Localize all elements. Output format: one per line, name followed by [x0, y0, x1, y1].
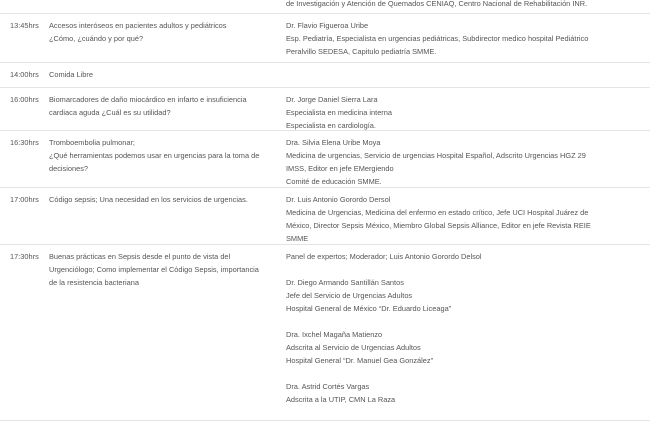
- session-topic-line: ¿Qué herramientas podemos usar en urgencias para la toma de: [49, 151, 260, 160]
- session-speaker-line: IMSS, Editor en jefe EMergiendo: [286, 164, 394, 173]
- session-speaker-line: Dra. Silvia Elena Uribe Moya: [286, 138, 381, 147]
- session-time-text: 17:30hrs: [10, 252, 39, 261]
- session-topic: [49, 136, 285, 175]
- schedule-row: [0, 14, 650, 63]
- session-speaker-line: Jefe del Servicio de Urgencias Adultos: [286, 291, 413, 300]
- session-speaker: [286, 136, 626, 188]
- session-speaker-line: Adscrita al Servicio de Urgencias Adultos: [286, 343, 421, 352]
- session-time: [10, 93, 48, 106]
- session-speaker-line: Dr. Flavio Figueroa Uribe: [286, 21, 369, 30]
- session-speaker: [286, 250, 626, 406]
- session-speaker-line: Medicina de Urgencias, Medicina del enfermo en estado crítico, Jefe UCI Hospital Juárez de: [286, 208, 589, 217]
- session-speaker-line: Esp. Pediatría, Especialista en urgencias pediátricas, Subdirector medico hospital Pediátrico: [286, 34, 589, 43]
- line-spacer: [286, 367, 626, 380]
- session-speaker-line: Medicina de urgencias, Servicio de urgencias Hospital Español, Adscrito Urgencias HGZ 29: [286, 151, 586, 160]
- session-speaker-line: Especialista en medicina interna: [286, 108, 392, 117]
- schedule-row: [0, 131, 650, 188]
- session-speaker-line: Comité de educación SMME.: [286, 177, 382, 186]
- session-speaker-line: Dr. Jorge Daniel Sierra Lara: [286, 95, 378, 104]
- session-speaker: [286, 19, 626, 58]
- schedule-row: [0, 88, 650, 131]
- session-topic-line: Urgenciólogo; Como implementar el Código Sepsis, importancia: [49, 265, 259, 274]
- line-spacer: [286, 315, 626, 328]
- session-topic-line: Biomarcadores de daño miocárdico en infarto e insuficiencia: [49, 95, 247, 104]
- session-time: [10, 19, 48, 32]
- session-time-text: 17:00hrs: [10, 195, 39, 204]
- session-topic: [49, 68, 285, 81]
- session-time-text: 14:00hrs: [10, 70, 39, 79]
- session-topic: [49, 93, 285, 119]
- session-speaker: [286, 93, 626, 132]
- session-speaker-line: SMME: [286, 234, 309, 243]
- session-speaker-line: Peralvillo SEDESA, Capitulo pediatría SMME.: [286, 47, 437, 56]
- session-speaker-line: Dra. Ixchel Magaña Matienzo: [286, 330, 383, 339]
- session-topic-line: ¿Cómo, ¿cuándo y por qué?: [49, 34, 144, 43]
- session-time: [10, 136, 48, 149]
- session-speaker-line: México, Director Sepsis México, Miembro Global Sepsis Alliance, Editor en jefe Revista REIE: [286, 221, 591, 230]
- session-topic-line: de la resistencia bacteriana: [49, 278, 139, 287]
- session-speaker-line: de Investigación y Atención de Quemados CENIAQ, Centro Nacional de Rehabilitación INR.: [286, 0, 588, 8]
- session-speaker-line: Adscrita a la UTIP, CMN La Raza: [286, 395, 396, 404]
- session-speaker: [286, 0, 626, 10]
- schedule-row: [0, 0, 650, 14]
- session-topic: [49, 250, 285, 289]
- session-topic: [49, 19, 285, 45]
- session-time: [10, 250, 48, 263]
- session-speaker-line: Hospital General de México “Dr. Eduardo Liceaga”: [286, 304, 452, 313]
- session-speaker-line: Dr. Diego Armando Santillán Santos: [286, 278, 404, 287]
- session-speaker-line: Especialista en cardiología.: [286, 121, 376, 130]
- session-topic-line: Código sepsis; Una necesidad en los servicios de urgencias.: [49, 195, 248, 204]
- session-topic-line: cardiaca aguda ¿Cuál es su utilidad?: [49, 108, 171, 117]
- session-topic: [49, 193, 285, 206]
- schedule-row: [0, 245, 650, 421]
- session-time-text: 16:00hrs: [10, 95, 39, 104]
- schedule-row: [0, 188, 650, 245]
- session-topic-line: decisiones?: [49, 164, 89, 173]
- session-time-text: 13:45hrs: [10, 21, 39, 30]
- session-speaker-line: Panel de expertos; Moderador; Luis Antonio Gorordo Delsol: [286, 252, 482, 261]
- session-time: [10, 68, 48, 81]
- session-speaker: [286, 193, 626, 245]
- session-topic-line: Tromboembolia pulmonar;: [49, 138, 135, 147]
- session-topic-line: Accesos interóseos en pacientes adultos y pediátricos: [49, 21, 227, 30]
- session-topic-line: Buenas prácticas en Sepsis desde el punto de vista del: [49, 252, 231, 261]
- schedule-row: [0, 63, 650, 88]
- session-speaker-line: Dra. Astrid Cortés Vargas: [286, 382, 370, 391]
- line-spacer: [286, 263, 626, 276]
- session-speaker-line: Dr. Luis Antonio Gorordo Dersol: [286, 195, 391, 204]
- session-speaker-line: Hospital General “Dr. Manuel Gea González”: [286, 356, 434, 365]
- session-time-text: 16:30hrs: [10, 138, 39, 147]
- session-topic-line: Comida Libre: [49, 70, 93, 79]
- session-time: [10, 193, 48, 206]
